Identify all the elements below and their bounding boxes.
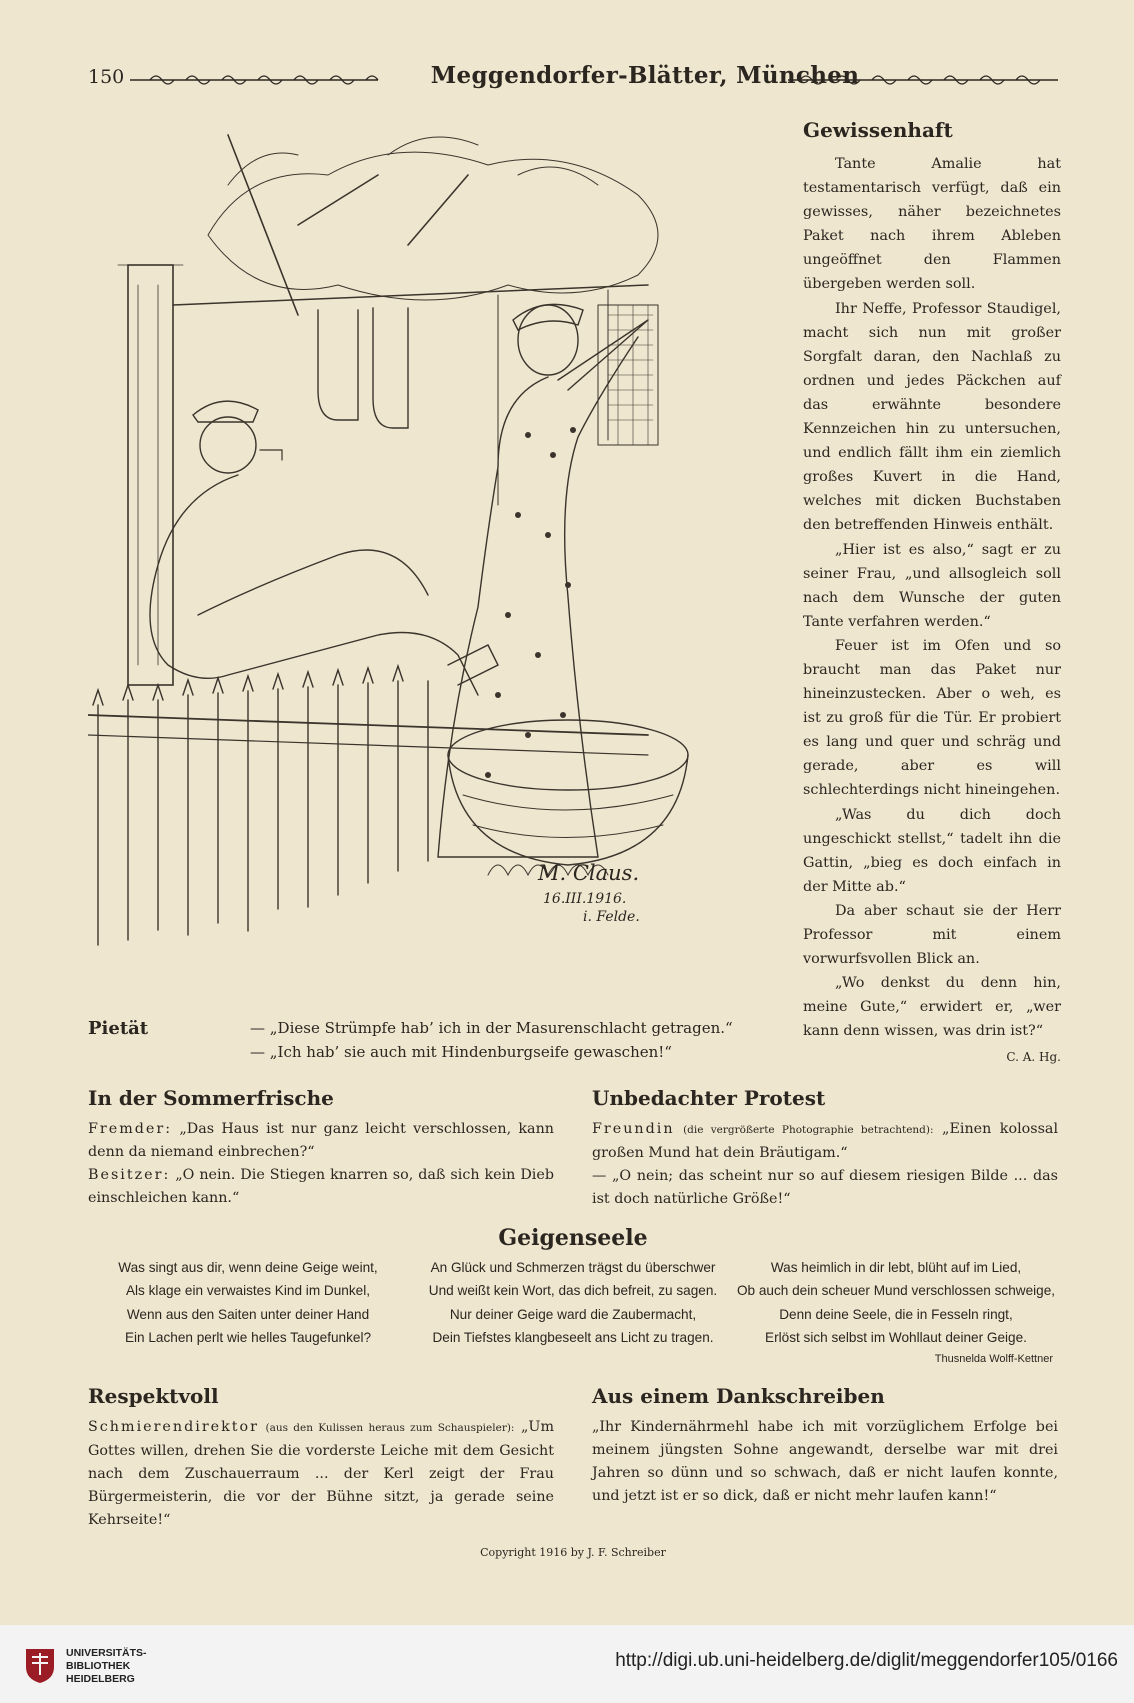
poem-stanza [88, 1256, 408, 1350]
ornament-right [788, 70, 1058, 90]
poem-line: Dein Tiefstes klangbeseelt ans Licht zu tragen. [432, 1330, 714, 1346]
caption-title: Pietät [88, 1018, 149, 1039]
joke-respektvoll [88, 1384, 554, 1532]
stage-direction: (die vergrößerte Photographie betrachtend): [683, 1124, 934, 1136]
story-signature: C. A. Hg. [1006, 1050, 1061, 1065]
library-name [66, 1647, 147, 1686]
poem-title: Geigenseele [498, 1225, 648, 1251]
joke-title: Aus einem Dankschreiben [592, 1384, 885, 1408]
joke-text [88, 1416, 554, 1532]
story-gewissenhaft [803, 118, 1061, 1070]
illustration-caption [250, 1016, 810, 1064]
source-url-link[interactable]: http://digi.ub.uni-heidelberg.de/diglit/meggendorfer105/0166 [615, 1650, 1118, 1671]
poem-line: Ein Lachen perlt wie helles Taugefunkel? [124, 1330, 372, 1346]
artist-signature-place: i. Felde. [583, 909, 640, 925]
poem-line: Und weißt kein Wort, das dich befreit, zu sagen. [428, 1283, 718, 1299]
page-number: 150 [88, 66, 125, 88]
story-paragraph: Ihr Neffe, Professor Staudigel, macht sich nun mit großer Sorgfalt daran, den Nachlaß zu ordnen und jedes Päckchen auf das erwähnte besondere Kennzeichen hin zu untersuchen, und endlich fällt ihm ein ziemlich großes Kuvert in die Hand, welches mit dicken Buchstaben den betreffenden Hinweis enthält. [803, 300, 1061, 534]
poem-line: Ob auch dein scheuer Mund verschlossen schweige, [736, 1283, 1056, 1299]
joke-text [88, 1118, 554, 1164]
magazine-title: Meggendorfer-Blätter, München [430, 62, 860, 89]
story-title: Gewissenhaft [803, 118, 953, 142]
speaker: Schmierendirektor [88, 1419, 259, 1435]
story-paragraph: Da aber schaut sie der Herr Professor mit einem vorwurfsvollen Blick an. [803, 902, 1061, 968]
joke-title: Unbedachter Protest [592, 1086, 826, 1110]
digitization-footer [0, 1625, 1134, 1703]
poem-stanza [413, 1256, 733, 1350]
dialogue: „Das Haus ist nur ganz leicht verschlossen, kann denn da niemand einbrechen?“ [88, 1121, 554, 1160]
caption-line: — „Diese Strümpfe hab’ ich in der Masurenschlacht getragen.“ [250, 1019, 733, 1037]
library-line: HEIDELBERG [66, 1673, 135, 1685]
caption-line: — „Ich hab’ sie auch mit Hindenburgseife gewaschen!“ [250, 1043, 672, 1061]
poem-stanza [736, 1256, 1056, 1350]
poem-line: Was singt aus dir, wenn deine Geige weint, [118, 1260, 378, 1275]
joke-text: „Ihr Kindernährmehl habe ich mit vorzüglichem Erfolge bei meinem jüngsten Sohne angewandt, derselbe war mit drei Jahren so dünn und so schwach, daß er nicht laufen konnte, und jetzt ist er so dick, daß er nicht mehr laufen kann!“ [592, 1419, 1058, 1504]
story-paragraph: „Was du dich doch ungeschickt stellst,“ tadelt ihn die Gattin, „bieg es doch einfach in der Mitte ab.“ [803, 806, 1061, 895]
library-line: BIBLIOTHEK [66, 1660, 131, 1672]
joke-text: — „O nein; das scheint nur so auf diesem riesigen Bilde ... das ist doch natürliche Größe!“ [592, 1168, 1058, 1207]
stage-direction: (aus den Kulissen heraus zum Schauspieler): [265, 1422, 515, 1434]
joke-title: Respektvoll [88, 1384, 219, 1408]
story-paragraph: Tante Amalie hat testamentarisch verfügt, daß ein gewisses, näher bezeichnetes Paket nach ihrem Ableben ungeöffnet den Flammen übergeben werden soll. [803, 156, 1061, 293]
poem-line: An Glück und Schmerzen trägst du überschwer [430, 1260, 716, 1275]
speaker: Fremder: [88, 1121, 173, 1137]
dialogue: „O nein. Die Stiegen knarren so, daß sich kein Dieb einschleichen kann.“ [88, 1167, 554, 1206]
story-paragraph: Feuer ist im Ofen und so braucht man das Paket nur hineinzustecken. Aber o weh, es ist zu groß für die Tür. Er probiert es lang und quer und schräg und gerade, aber es will schlechterdings nicht hineingehen. [803, 637, 1061, 799]
joke-text [592, 1118, 1058, 1165]
page-header [88, 62, 1058, 94]
poem-line: Denn deine Seele, die in Fesseln ringt, [779, 1306, 1013, 1322]
joke-text [88, 1164, 554, 1210]
story-paragraph: „Wo denkst du denn hin, meine Gute,“ erwidert er, „wer kann denn wissen, was drin ist?“ [803, 975, 1061, 1040]
dialogue: „Einen kolossal großen Mund hat dein Bräutigam.“ [592, 1121, 1059, 1161]
artist-signature-name: M. Claus. [538, 861, 640, 885]
university-seal-icon [22, 1645, 58, 1685]
library-line: UNIVERSITÄTS- [66, 1647, 147, 1659]
joke-protest [592, 1086, 1058, 1211]
dialogue: „Um Gottes willen, drehen Sie die vorderste Leiche mit dem Gesicht nach dem Zuschauerraum ... der Kerl zeigt der Frau Bürgermeisterin, die vor der Bühne sitzt, ja gerade seine Kehrseite!“ [88, 1419, 555, 1528]
joke-sommerfrische [88, 1086, 554, 1210]
poem-line: Wenn aus den Saiten unter deiner Hand [126, 1306, 370, 1322]
artist-signature-date: 16.III.1916. [543, 891, 627, 907]
poem-author: Thusnelda Wolff-Kettner [934, 1353, 1053, 1365]
illustration-laundry-scene [88, 115, 788, 1030]
poem-line: Erlöst sich selbst im Wohllaut deiner Geige. [765, 1330, 1027, 1346]
poem-line: Als klage ein verwaistes Kind im Dunkel, [125, 1283, 371, 1299]
poem-line: Was heimlich in dir lebt, blüht auf im Lied, [770, 1260, 1022, 1275]
speaker: Besitzer: [88, 1167, 171, 1183]
joke-dankschreiben [592, 1384, 1058, 1508]
joke-title: In der Sommerfrische [88, 1086, 334, 1110]
story-paragraph: „Hier ist es also,“ sagt er zu seiner Frau, „und allsogleich soll nach dem Wunsche der guten Tante verfahren werden.“ [803, 541, 1061, 630]
poem-line: Nur deiner Geige ward die Zaubermacht, [449, 1306, 697, 1322]
copyright: Copyright 1916 by J. F. Schreiber [480, 1546, 666, 1559]
speaker: Freundin [592, 1121, 675, 1137]
